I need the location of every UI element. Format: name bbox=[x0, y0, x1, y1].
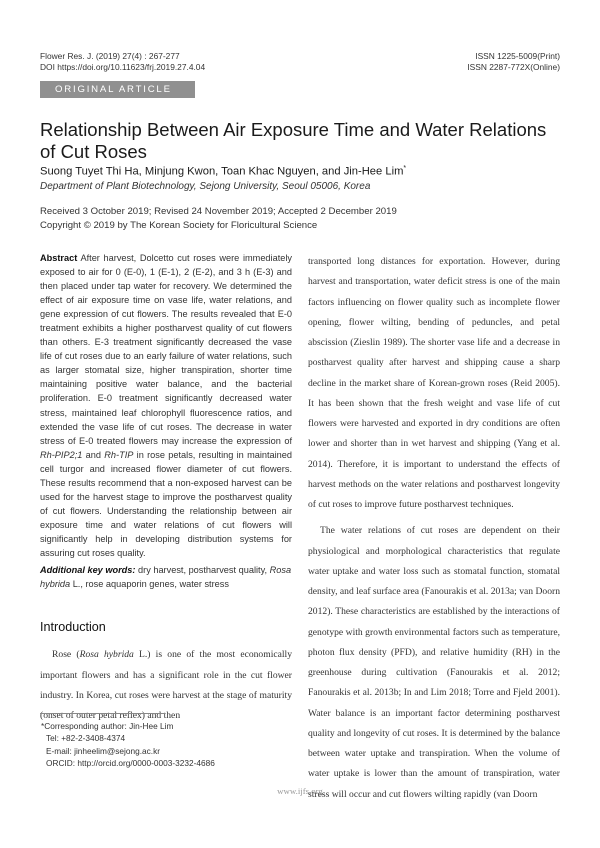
keywords-label: Additional key words: bbox=[40, 565, 136, 576]
author-orcid-link[interactable]: ORCID: http://orcid.org/0000-0003-3232-4686 bbox=[46, 758, 215, 769]
left-column bbox=[40, 251, 292, 727]
corresponding-mark: * bbox=[403, 165, 407, 172]
copyright-line: Copyright © 2019 by The Korean Society for Floricultural Science bbox=[40, 220, 318, 231]
species-name: Rosa hybrida bbox=[79, 649, 134, 661]
abstract-label: Abstract bbox=[40, 253, 78, 263]
species-name: Rosa hybrida bbox=[40, 565, 292, 589]
intro-text-2: L.) is one of the most economically important flowers and has a significant role in the cut flower industry. In Korea, cut roses were harvest at the stage of maturity (onset of outer petal reflex) and then bbox=[40, 649, 292, 722]
doi-link[interactable]: DOI https://doi.org/10.11623/frj.2019.27.4.04 bbox=[40, 62, 206, 72]
intro-text-1: Rose ( bbox=[52, 649, 80, 661]
body-paragraph-1: transported long distances for exportation. However, during harvest and transportation, water deficit stress is one of the main factors influencing on flower quality such as incomplete flower opening, flower wilting, bending of peduncles, and petal abscission (Zieslin 1989). The shorter vase life and a decrease in postharvest quality after harvest and shipping cause a sharp decline in the market share of Korean-grown roses (Reid 2005). It has been shown that the fresh weight and vase life of cut flowers were harvested and exported in dry conditions are often lower and shorter than in wet harvest and shipping (Yang et al. 2014). Therefore, it is important to understand the effects of harvest methods on the water relations and postharvest longevity of cut roses to improve future postharvest techniques. bbox=[308, 256, 560, 510]
right-column bbox=[308, 252, 560, 805]
article-dates bbox=[40, 205, 397, 233]
author-phone: Tel: +82-2-3408-4374 bbox=[46, 733, 126, 744]
gene-name: Rh-TIP bbox=[104, 449, 134, 460]
body-paragraph-2: The water relations of cut roses are dependent on their physiological and morphological characteristics that regulate water uptake and water loss such as stomatal function, stomatal density, and leaf surface area (Fanourakis et al. 2013a; van Doorn 2012). These characteristics are established by the interactions of genotype with growth environmental factors such as temperature, photon flux density (PFD), and relative humidity (RH) in the greenhouse during cultivation (Fanourakis et al. 2012; Fanourakis et al. 2013b; In and Lim 2018; Torre and Fjeld 2001). Water balance is an important factor determining postharvest quality and longevity of cut roses. It is determined by the balance between water uptake and transpiration. When the volume of water uptake is lower than the amount of transpiration, water stress will occur and cut flowers wilting rapidly (van Doorn bbox=[308, 525, 560, 800]
keywords-text-1: dry harvest, postharvest quality, bbox=[135, 565, 270, 576]
abstract-text-1: After harvest, Dolcetto cut roses were immediately exposed to air for 0 (E-0), 1 (E-1), 2 (E-2), and 3 h (E-3) and then placed under tap water for recovery. We determined the effect of air exposure time on vase life, water relations, and gene expression of cut flowers. The results revealed that E-0 treatment exhibits a higher postharvest quality of cut flowers than others. E-3 treatment significantly decreased the vase life of cut roses due to an early failure of water relations, such as larger stomatal size, higher transpiration, shorter time maintaining positive water balance, and the bacterial proliferation. E-0 treatment significantly decreased water stress, maintained leaf chlorophyll fluorescence ratios, and extended the vase life of cut roses. The decrease in water stress of E-0 treated flowers may increase the expression of bbox=[40, 253, 292, 446]
footnote-divider bbox=[40, 713, 165, 714]
footnote bbox=[41, 720, 215, 770]
issn-online: ISSN 2287-772X(Online) bbox=[467, 62, 560, 72]
author-list bbox=[40, 165, 406, 178]
article-type-banner: ORIGINAL ARTICLE bbox=[40, 81, 195, 98]
keywords bbox=[40, 564, 292, 591]
corresponding-author: *Corresponding author: Jin-Hee Lim bbox=[41, 721, 174, 731]
issn-print: ISSN 1225-5009(Print) bbox=[475, 51, 560, 61]
journal-citation: Flower Res. J. (2019) 27(4) : 267-277 bbox=[40, 51, 180, 61]
affiliation: Department of Plant Biotechnology, Sejong University, Seoul 05006, Korea bbox=[40, 181, 371, 192]
author-email[interactable]: E-mail: jinheelim@sejong.ac.kr bbox=[46, 745, 161, 756]
history-dates: Received 3 October 2019; Revised 24 November 2019; Accepted 2 December 2019 bbox=[40, 206, 397, 217]
intro-paragraph bbox=[40, 645, 292, 726]
section-heading-introduction: Introduction bbox=[40, 620, 106, 635]
journal-website[interactable]: www.ijfs.org bbox=[277, 786, 323, 796]
abstract-text-3: in rose petals, resulting in maintained cell turgor and increased flower diameter of cut flowers. These results recommend that a non-exposed harvest can be used for the harvest stage to improve the postharvest quality of cut flowers. Understanding the relationship between air exposure time and water relations of cut flowers will significantly help in developing distribution systems for assuring cut roses quality. bbox=[40, 449, 293, 558]
abstract bbox=[40, 251, 292, 560]
author-names: Suong Tuyet Thi Ha, Minjung Kwon, Toan Khac Nguyen, and Jin-Hee Lim bbox=[40, 165, 404, 178]
keywords-text-2: L., rose aquaporin genes, water stress bbox=[70, 578, 229, 589]
article-title: Relationship Between Air Exposure Time and Water Relations of Cut Roses bbox=[40, 119, 547, 162]
abstract-text-2: and bbox=[82, 449, 105, 460]
gene-name: Rh-PIP2;1 bbox=[40, 449, 83, 460]
